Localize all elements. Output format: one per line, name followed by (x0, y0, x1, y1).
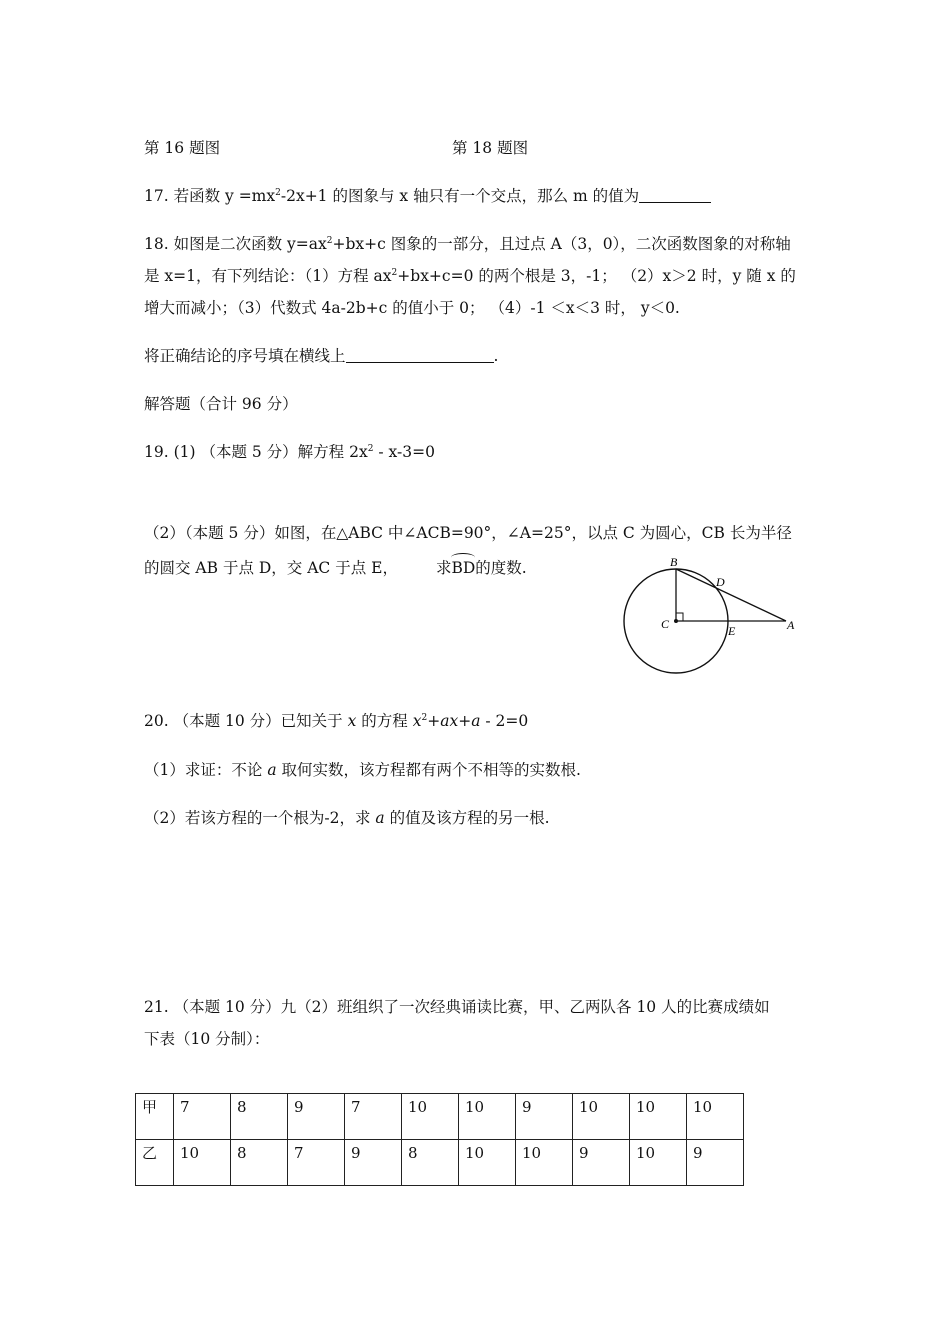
q19-p2l2c: 的度数. (475, 559, 527, 577)
q18-l1b: +bx+c 图象的一部分，且过点 A（3，0），二次函数图象的对称轴 (332, 235, 791, 253)
q19-p2l2b: 求 (435, 559, 452, 577)
figure-16-caption: 第 16 题图 (144, 139, 221, 157)
score-cell: 10 (573, 1094, 630, 1140)
score-cell: 8 (402, 1140, 459, 1186)
question-20-part-2 (144, 808, 550, 828)
team-cell: 乙 (136, 1140, 174, 1186)
label-c: C (661, 617, 670, 631)
q20-var-x: x (347, 712, 357, 730)
question-21-line-2: 下表（10 分制）： (144, 1030, 270, 1048)
question-19-part-2-line-2 (144, 558, 527, 578)
q20-eq-plus-1: + (427, 712, 441, 730)
score-cell: 7 (174, 1094, 231, 1140)
q19-p1a: 19. (1) （本题 5 分）解方程 2x (144, 443, 368, 461)
q20-p2b: 的值及该方程的另一根. (389, 809, 550, 827)
q20-eq-plus-2: + (458, 712, 472, 730)
score-cell: 9 (288, 1094, 345, 1140)
score-cell: 9 (516, 1094, 573, 1140)
q19-p1b: - x-3=0 (373, 443, 435, 461)
question-18-line-1: 18. 如图是二次函数 $y=ax^2+bx+c$ 图象的一部分，且过点 A（3，0），二次函数图象的对称轴 (144, 235, 791, 253)
score-cell: 7 (288, 1140, 345, 1186)
circle-triangle-figure (620, 552, 810, 677)
question-20-title: 20. （本题 10 分）已知关于 x 的方程 $x^2+ax+a - 2=0$ (144, 712, 529, 730)
team-cell: 甲 (136, 1094, 174, 1140)
q20-eq-rest: - 2=0 (480, 712, 529, 730)
q18-l2b: +bx+c=0 的两个根是 3，-1； （2）x＞2 时，y 随 x 的 (397, 267, 796, 285)
score-cell: 8 (231, 1094, 288, 1140)
q17-text-b: -2x+1 的图象与 x 轴只有一个交点，那么 m 的值为 (280, 187, 640, 205)
score-cell: 10 (402, 1094, 459, 1140)
label-a: A (787, 618, 795, 632)
q20-eq-x: x (412, 712, 422, 730)
score-cell: 10 (174, 1140, 231, 1186)
arc-bd: BD (451, 559, 476, 577)
section-header: 解答题（合计 96 分） (144, 395, 298, 413)
question-19-part-1: 19. (1) （本题 5 分）解方程 $2x^2 - x-3=0$ (144, 443, 435, 461)
score-cell: 8 (231, 1140, 288, 1186)
score-cell: 9 (345, 1140, 402, 1186)
q18-l4: 将正确结论的序号填在横线上 (144, 347, 346, 365)
q18-l2a: 是 x=1，有下列结论：（1）方程 ax (144, 267, 392, 285)
question-19-part-2-line-1: （2）（本题 5 分）如图，在△ABC 中∠ACB=90°，∠A=25°，以点 C 为圆心，CB 长为半径 (144, 524, 792, 542)
label-e: E (728, 624, 736, 638)
q20-title-a: 20. （本题 10 分）已知关于 (144, 712, 343, 730)
score-cell: 10 (630, 1094, 687, 1140)
q20-p1-var: a (267, 761, 277, 779)
q20-title-b: 的方程 (361, 712, 408, 730)
scores-table (135, 1093, 744, 1186)
q20-p2a: （2）若该方程的一个根为-2，求 (144, 809, 371, 827)
question-20-part-1 (144, 760, 581, 780)
label-b: B (670, 555, 678, 569)
score-cell: 10 (516, 1140, 573, 1186)
q17-text-a: 17. 若函数 y =mx (144, 187, 276, 205)
q20-p1b: 取何实数，该方程都有两个不相等的实数根. (281, 761, 581, 779)
table-row (136, 1094, 744, 1140)
question-17: 17. 若函数 $y =mx^2-2x+1$ 的图象与 x 轴只有一个交点，那么 m 的值为 (144, 186, 711, 206)
score-cell: 9 (573, 1140, 630, 1186)
q19-p2l2a: 的圆交 AB 于点 D，交 AC 于点 E， (144, 559, 398, 577)
q17-answer-blank[interactable] (639, 188, 711, 203)
question-18-line-4: 将正确结论的序号填在横线上 . (144, 347, 499, 365)
question-18-line-3: 增大而减小；（3）代数式 4a-2b+c 的值小于 0； （4）-1 ＜x＜3 时， y＜0. (144, 299, 680, 317)
score-cell: 10 (459, 1140, 516, 1186)
table-row (136, 1140, 744, 1186)
score-cell: 7 (345, 1094, 402, 1140)
q20-eq-a: a (471, 712, 481, 730)
score-cell: 9 (687, 1140, 744, 1186)
question-21-line-1: 21. （本题 10 分）九（2）班组织了一次经典诵读比赛，甲、乙两队各 10 人的比赛成绩如 (144, 998, 770, 1016)
q20-p2-var: a (375, 809, 385, 827)
score-cell: 10 (630, 1140, 687, 1186)
figure-18-caption: 第 18 题图 (452, 139, 529, 157)
score-cell: 10 (459, 1094, 516, 1140)
q18-l1a: 18. 如图是二次函数 y=ax (144, 235, 327, 253)
segment-ba (676, 569, 786, 621)
question-18-line-2: 是 x=1，有下列结论：（1）方程 $ax^2+bx+c=0$ 的两个根是 3，-1； （2）x＞2 时，y 随 x 的 (144, 267, 796, 285)
q18-answer-blank[interactable] (346, 348, 494, 363)
label-d: D (716, 575, 725, 589)
center-point (674, 619, 678, 623)
q20-eq-ax: ax (440, 712, 459, 730)
q20-p1a: （1）求证：不论 (144, 761, 263, 779)
score-cell: 10 (687, 1094, 744, 1140)
